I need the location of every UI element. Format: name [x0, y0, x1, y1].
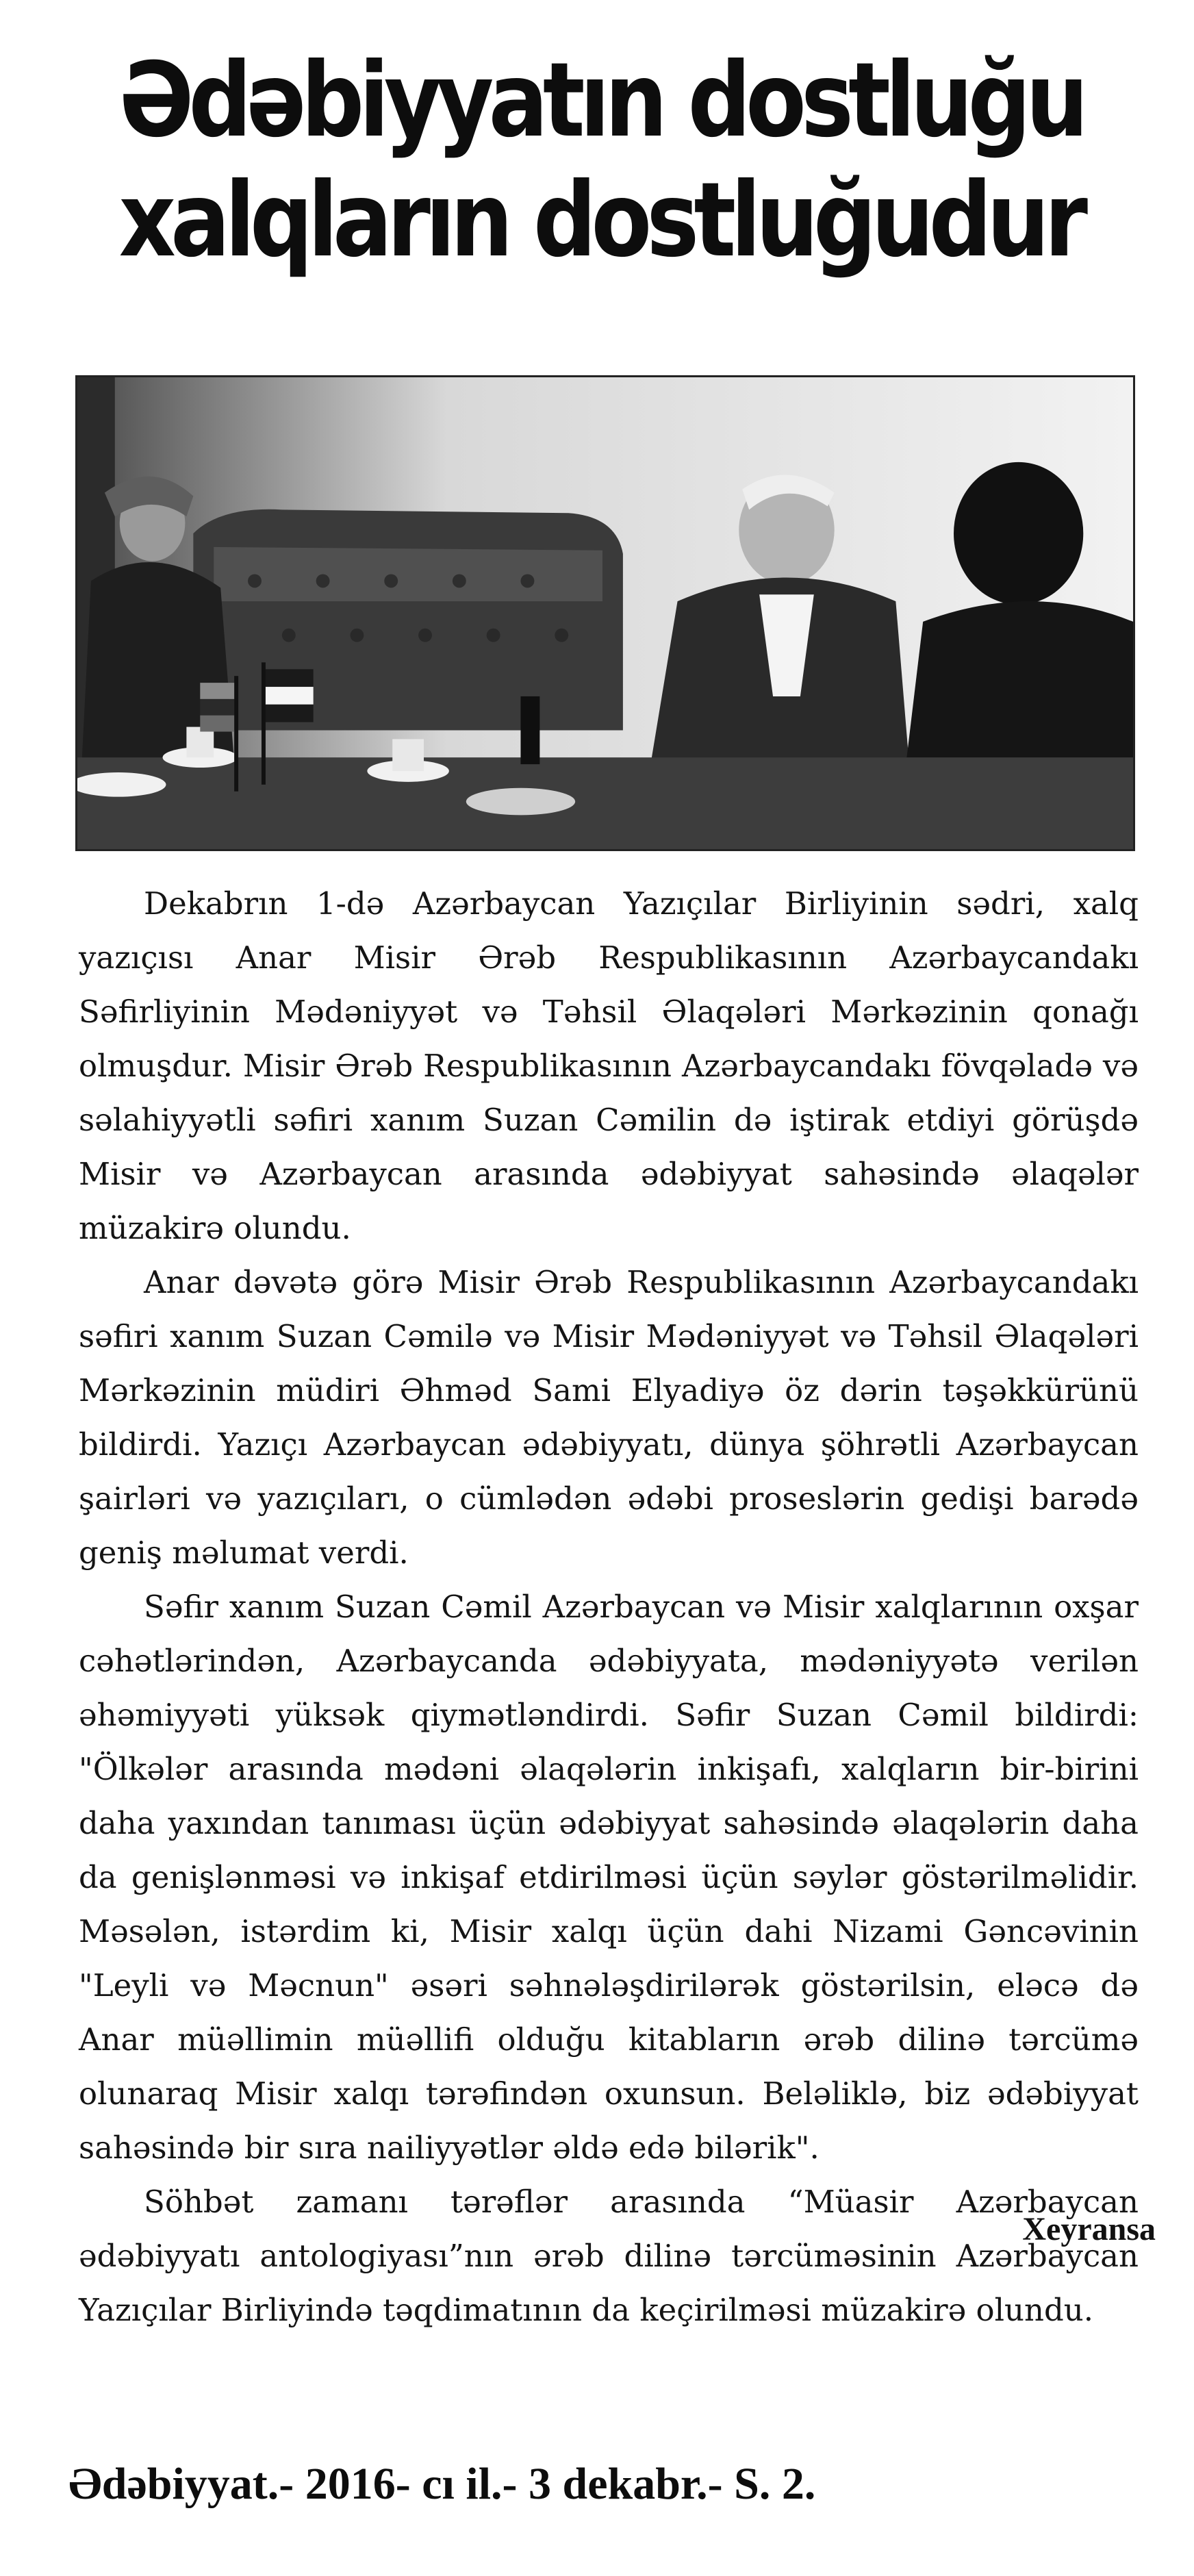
headline-line-1: Ədəbiyyatın dostluğu — [118, 41, 1084, 160]
article-paragraph: Səfir xanım Suzan Cəmil Azərbaycan və Misir xalqlarının oxşar cəhətlərindən, Azərbaycanda ədəbiyyata, mədəniyyətə verilən əhəmiyyəti yüksək qiymətləndirdi. Səfir Suzan Cəmil bildirdi: "Ölkələr arasında mədəni əlaqələrin inkişafı, xalqların bir-birini daha yaxından tanıması üçün ədəbiyyat sahəsində əlaqələrin daha da genişlənməsi və inkişaf etdirilməsi üçün səylər göstərilməlidir. Məsələn, istərdim ki, Misir xalqı üçün dahi Nizami Gəncəvinin "Leyli və Məcnun" əsəri səhnələşdirilərək göstərilsin, eləcə də Anar müəllimin müəllifi olduğu kitabların ərəb dilinə tərcümə olunaraq Misir xalqı tərəfindən oxunsun. Beləliklə, biz ədəbiyyat sahəsində bir sıra nailiyyətlər əldə edə bilərik". — [79, 1589, 1139, 2166]
meeting-photo-icon — [75, 375, 1135, 851]
article-paragraph: Dekabrın 1-də Azərbaycan Yazıçılar Birliyinin sədri, xalq yazıçısı Anar Misir Ərəb Respublikasının Azərbaycandakı Səfirliyinin Mədəniyyət və Təhsil Əlaqələri Mərkəzinin qonağı olmuşdur. Misir Ərəb Respublikasının Azərbaycandakı fövqəladə və səlahiyyətli səfiri xanım Suzan Cəmilin də iştirak etdiyi görüşdə Misir və Azərbaycan arasında ədəbiyyat sahəsində əlaqələr müzakirə olundu. — [79, 885, 1139, 1246]
article-body — [79, 876, 1139, 2337]
headline — [118, 41, 1084, 281]
author-signature: Xeyransa — [1022, 2211, 1156, 2247]
source-citation: Ədəbiyyat.- 2016- cı il.- 3 dekabr.- S. 2. — [68, 2459, 816, 2509]
meeting-photo-illustration — [77, 377, 1133, 849]
right-man-head — [954, 462, 1083, 605]
article-paragraph: Anar dəvətə görə Misir Ərəb Respublikasının Azərbaycandakı səfiri xanım Suzan Cəmilə və Misir Mədəniyyət və Təhsil Əlaqələri Mərkəzinin müdiri Əhməd Sami Elyadiyə öz dərin təşəkkürünü bildirdi. Yazıçı Azərbaycan ədəbiyyatı, dünya şöhrətli Azərbaycan şairləri və yazıçıları, o cümlədən ədəbi proseslərin gedişi barədə geniş məlumat verdi. — [79, 1264, 1139, 1571]
sofa — [193, 509, 623, 731]
headline-line-2: xalqların dostluğudur — [118, 161, 1083, 280]
article-paragraph: Söhbət zamanı tərəflər arasında “Müasir Azərbaycan ədəbiyyatı antologiyası”nın ərəb dilinə tərcüməsinin Azərbaycan Yazıçılar Birliyində təqdimatının da keçirilməsi müzakirə olundu. — [79, 2184, 1139, 2328]
